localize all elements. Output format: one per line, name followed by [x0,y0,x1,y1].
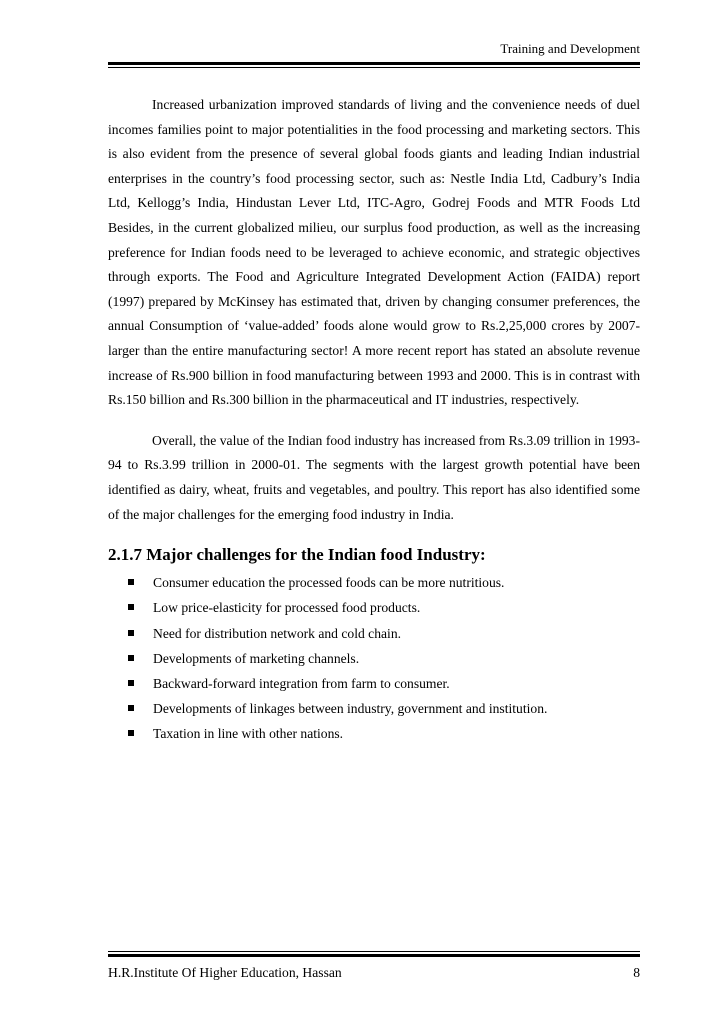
section-heading: 2.1.7 Major challenges for the Indian food Industry: [108,545,486,565]
square-bullet-icon [128,604,134,610]
list-item-text: Developments of marketing channels. [153,650,360,666]
list-item [108,621,640,646]
square-bullet-icon [128,705,134,711]
paragraph-industry-value: Overall, the value of the Indian food industry has increased from Rs.3.09 trillion in 1993-94 to Rs.3.99 trillion in 2000-01. The segments with the largest growth potential have been identified as dairy, wheat, fruits and vegetables, and poultry. This report has also identified some of the major challenges for the emerging food industry in India. [108,432,640,522]
footer-institution: H.R.Institute Of Higher Education, Hassan [108,965,342,980]
square-bullet-icon [128,630,134,636]
square-bullet-icon [128,655,134,661]
list-item [108,671,640,696]
square-bullet-icon [128,730,134,736]
list-item-text: Backward-forward integration from farm to consumer. [153,675,450,691]
header-rule-thick [108,62,640,65]
footer-rule-thick [108,954,640,957]
running-header: Training and Development [500,41,640,56]
square-bullet-icon [128,680,134,686]
header-rule-thin [108,67,640,68]
list-item [108,721,640,746]
list-item-text: Taxation in line with other nations. [153,726,344,742]
page-number: 8 [633,965,640,980]
page-body [108,93,640,747]
list-item [108,646,640,671]
list-item [108,696,640,721]
list-item-text: Low price-elasticity for processed food products. [153,600,421,616]
challenges-list [108,570,640,746]
paragraph-urbanization: Increased urbanization improved standards of living and the convenience needs of duel incomes families point to major potentialities in the food processing and marketing sectors. This is also evident from the presence of several global foods giants and leading Indian industrial enterprises in the country’s food processing sector, such as: Nestle India Ltd, Cadbury’s India Ltd, Kellogg’s India, Hindustan Lever Ltd, ITC-Agro, Godrej Foods and MTR Foods Ltd Besides, in the current globalized milieu, our surplus food production, as well as the increasing preference for Indian foods need to be leveraged to achieve economic, and strategic objectives through exports. The Food and Agriculture Integrated Development Action (FAIDA) report (1997) prepared by McKinsey has estimated that, driven by changing consumer preferences, the annual Consumption of ‘value-added’ foods alone would grow to Rs.2,25,000 crores by 2007-larger than the entire manufacturing sector! A more recent report has stated an absolute revenue increase of Rs.900 billion in food manufacturing between 1993 and 2000. This is in contrast with Rs.150 billion and Rs.300 billion in the pharmaceutical and IT industries, respectively. [108,97,640,408]
list-item-text: Developments of linkages between industry, government and institution. [153,701,548,717]
square-bullet-icon [128,579,134,585]
footer-rule-thin [108,951,640,952]
list-item-text: Consumer education the processed foods can be more nutritious. [153,575,505,591]
list-item-text: Need for distribution network and cold chain. [153,625,402,641]
list-item [108,570,640,595]
list-item [108,595,640,620]
